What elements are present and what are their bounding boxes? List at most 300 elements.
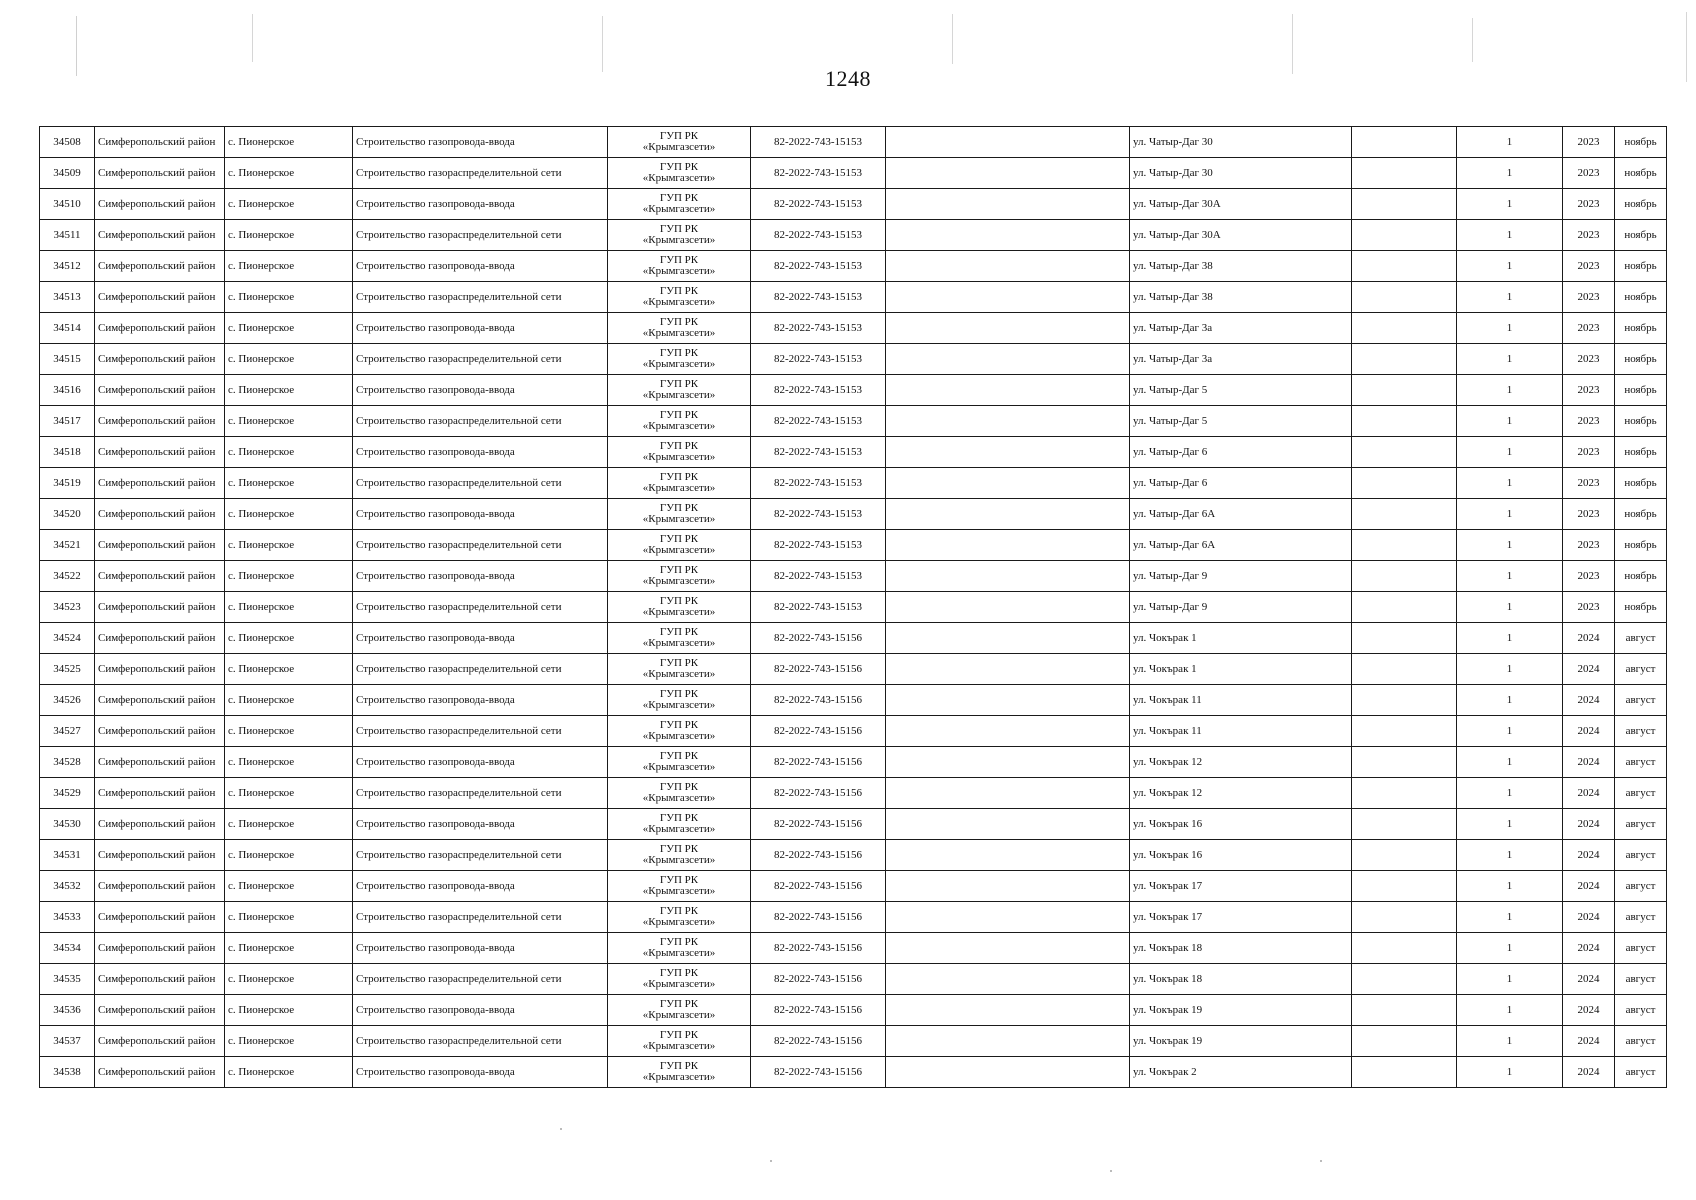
work-type-cell: Строительство газораспределительной сети	[353, 592, 608, 623]
extra-cell	[1352, 189, 1457, 220]
owner-cell	[608, 468, 751, 499]
work-type-cell: Строительство газопровода-ввода	[353, 313, 608, 344]
program-code-cell: 82-2022-743-15153	[751, 344, 886, 375]
program-code-cell: 82-2022-743-15156	[751, 995, 886, 1026]
owner-cell	[608, 871, 751, 902]
extra-cell	[1352, 871, 1457, 902]
district-cell: Симферопольский район	[95, 840, 225, 871]
work-type-cell: Строительство газораспределительной сети	[353, 716, 608, 747]
owner-cell	[608, 127, 751, 158]
settlement-cell: с. Пионерское	[225, 468, 353, 499]
month-cell: ноябрь	[1615, 282, 1667, 313]
extra-cell	[1352, 251, 1457, 282]
row-number-cell: 34518	[40, 437, 95, 468]
district-cell: Симферопольский район	[95, 964, 225, 995]
program-code-cell: 82-2022-743-15153	[751, 530, 886, 561]
year-cell: 2024	[1563, 995, 1615, 1026]
note-cell	[886, 561, 1130, 592]
owner-cell	[608, 778, 751, 809]
address-cell: ул. Чатыр-Даг 5	[1130, 375, 1352, 406]
quantity-cell: 1	[1457, 933, 1563, 964]
year-cell: 2023	[1563, 158, 1615, 189]
scan-mark	[1472, 18, 1473, 62]
owner-line: ГУП РК	[659, 285, 699, 297]
district-cell: Симферопольский район	[95, 499, 225, 530]
district-cell: Симферопольский район	[95, 995, 225, 1026]
owner-line: ГУП РК	[659, 161, 699, 173]
owner-line: «Крымгазсети»	[642, 358, 716, 370]
row-number-cell: 34538	[40, 1057, 95, 1088]
owner-line: «Крымгазсети»	[642, 823, 716, 835]
owner-line: «Крымгазсети»	[642, 947, 716, 959]
row-number-cell: 34533	[40, 902, 95, 933]
district-cell: Симферопольский район	[95, 251, 225, 282]
work-type-cell: Строительство газораспределительной сети	[353, 282, 608, 313]
quantity-cell: 1	[1457, 282, 1563, 313]
settlement-cell: с. Пионерское	[225, 778, 353, 809]
extra-cell	[1352, 716, 1457, 747]
quantity-cell: 1	[1457, 344, 1563, 375]
extra-cell	[1352, 313, 1457, 344]
year-cell: 2023	[1563, 282, 1615, 313]
table-row	[40, 220, 1667, 251]
program-code-cell: 82-2022-743-15153	[751, 592, 886, 623]
program-code-cell: 82-2022-743-15153	[751, 375, 886, 406]
owner-line: ГУП РК	[659, 905, 699, 917]
quantity-cell: 1	[1457, 592, 1563, 623]
program-code-cell: 82-2022-743-15153	[751, 127, 886, 158]
program-code-cell: 82-2022-743-15156	[751, 809, 886, 840]
district-cell: Симферопольский район	[95, 654, 225, 685]
address-cell: ул. Чокърак 1	[1130, 623, 1352, 654]
owner-line: «Крымгазсети»	[642, 451, 716, 463]
year-cell: 2023	[1563, 127, 1615, 158]
month-cell: август	[1615, 1026, 1667, 1057]
year-cell: 2024	[1563, 964, 1615, 995]
scan-mark	[602, 16, 603, 72]
month-cell: ноябрь	[1615, 220, 1667, 251]
year-cell: 2024	[1563, 654, 1615, 685]
work-type-cell: Строительство газопровода-ввода	[353, 561, 608, 592]
district-cell: Симферопольский район	[95, 747, 225, 778]
address-cell: ул. Чатыр-Даг 9	[1130, 561, 1352, 592]
extra-cell	[1352, 995, 1457, 1026]
owner-line: «Крымгазсети»	[642, 389, 716, 401]
quantity-cell: 1	[1457, 220, 1563, 251]
row-number-cell: 34527	[40, 716, 95, 747]
settlement-cell: с. Пионерское	[225, 592, 353, 623]
program-code-cell: 82-2022-743-15153	[751, 468, 886, 499]
district-cell: Симферопольский район	[95, 158, 225, 189]
settlement-cell: с. Пионерское	[225, 716, 353, 747]
settlement-cell: с. Пионерское	[225, 685, 353, 716]
extra-cell	[1352, 375, 1457, 406]
scan-mark	[252, 14, 253, 62]
quantity-cell: 1	[1457, 995, 1563, 1026]
quantity-cell: 1	[1457, 375, 1563, 406]
program-code-cell: 82-2022-743-15156	[751, 1057, 886, 1088]
extra-cell	[1352, 530, 1457, 561]
extra-cell	[1352, 127, 1457, 158]
program-code-cell: 82-2022-743-15153	[751, 251, 886, 282]
month-cell: ноябрь	[1615, 313, 1667, 344]
note-cell	[886, 871, 1130, 902]
quantity-cell: 1	[1457, 313, 1563, 344]
table-row	[40, 499, 1667, 530]
settlement-cell: с. Пионерское	[225, 530, 353, 561]
owner-line: «Крымгазсети»	[642, 854, 716, 866]
program-code-cell: 82-2022-743-15153	[751, 282, 886, 313]
quantity-cell: 1	[1457, 437, 1563, 468]
owner-line: ГУП РК	[659, 409, 699, 421]
row-number-cell: 34536	[40, 995, 95, 1026]
year-cell: 2024	[1563, 871, 1615, 902]
owner-line: ГУП РК	[659, 1060, 699, 1072]
year-cell: 2024	[1563, 747, 1615, 778]
table-row	[40, 251, 1667, 282]
owner-cell	[608, 933, 751, 964]
quantity-cell: 1	[1457, 406, 1563, 437]
quantity-cell: 1	[1457, 158, 1563, 189]
address-cell: ул. Чокърак 18	[1130, 933, 1352, 964]
work-type-cell: Строительство газораспределительной сети	[353, 220, 608, 251]
table-row	[40, 840, 1667, 871]
district-cell: Симферопольский район	[95, 902, 225, 933]
row-number-cell: 34520	[40, 499, 95, 530]
work-type-cell: Строительство газораспределительной сети	[353, 654, 608, 685]
settlement-cell: с. Пионерское	[225, 406, 353, 437]
program-code-cell: 82-2022-743-15153	[751, 499, 886, 530]
address-cell: ул. Чатыр-Даг 6	[1130, 437, 1352, 468]
owner-cell	[608, 375, 751, 406]
note-cell	[886, 1026, 1130, 1057]
quantity-cell: 1	[1457, 251, 1563, 282]
address-cell: ул. Чокърак 1	[1130, 654, 1352, 685]
scan-mark	[1110, 1170, 1112, 1172]
note-cell	[886, 344, 1130, 375]
year-cell: 2024	[1563, 809, 1615, 840]
year-cell: 2024	[1563, 716, 1615, 747]
year-cell: 2023	[1563, 344, 1615, 375]
work-type-cell: Строительство газораспределительной сети	[353, 964, 608, 995]
month-cell: август	[1615, 747, 1667, 778]
owner-cell	[608, 1026, 751, 1057]
table-row	[40, 623, 1667, 654]
work-type-cell: Строительство газораспределительной сети	[353, 406, 608, 437]
owner-line: ГУП РК	[659, 1029, 699, 1041]
extra-cell	[1352, 592, 1457, 623]
row-number-cell: 34509	[40, 158, 95, 189]
table-row	[40, 809, 1667, 840]
note-cell	[886, 654, 1130, 685]
district-cell: Симферопольский район	[95, 530, 225, 561]
district-cell: Симферопольский район	[95, 189, 225, 220]
quantity-cell: 1	[1457, 716, 1563, 747]
year-cell: 2023	[1563, 406, 1615, 437]
month-cell: ноябрь	[1615, 499, 1667, 530]
note-cell	[886, 840, 1130, 871]
month-cell: ноябрь	[1615, 189, 1667, 220]
month-cell: август	[1615, 995, 1667, 1026]
row-number-cell: 34532	[40, 871, 95, 902]
month-cell: август	[1615, 902, 1667, 933]
program-code-cell: 82-2022-743-15156	[751, 685, 886, 716]
district-cell: Симферопольский район	[95, 685, 225, 716]
row-number-cell: 34530	[40, 809, 95, 840]
owner-line: ГУП РК	[659, 936, 699, 948]
table-row	[40, 468, 1667, 499]
row-number-cell: 34508	[40, 127, 95, 158]
settlement-cell: с. Пионерское	[225, 344, 353, 375]
owner-cell	[608, 902, 751, 933]
program-code-cell: 82-2022-743-15156	[751, 871, 886, 902]
program-code-cell: 82-2022-743-15156	[751, 654, 886, 685]
row-number-cell: 34534	[40, 933, 95, 964]
extra-cell	[1352, 809, 1457, 840]
note-cell	[886, 530, 1130, 561]
district-cell: Симферопольский район	[95, 778, 225, 809]
table-row	[40, 313, 1667, 344]
owner-line: «Крымгазсети»	[642, 885, 716, 897]
scan-mark	[770, 1160, 772, 1162]
owner-cell	[608, 995, 751, 1026]
table-row	[40, 344, 1667, 375]
quantity-cell: 1	[1457, 840, 1563, 871]
settlement-cell: с. Пионерское	[225, 840, 353, 871]
extra-cell	[1352, 437, 1457, 468]
owner-line: «Крымгазсети»	[642, 482, 716, 494]
registry-table	[39, 126, 1667, 1088]
table-row	[40, 933, 1667, 964]
row-number-cell: 34526	[40, 685, 95, 716]
program-code-cell: 82-2022-743-15156	[751, 623, 886, 654]
program-code-cell: 82-2022-743-15153	[751, 220, 886, 251]
owner-line: «Крымгазсети»	[642, 172, 716, 184]
district-cell: Симферопольский район	[95, 809, 225, 840]
row-number-cell: 34535	[40, 964, 95, 995]
owner-cell	[608, 406, 751, 437]
table-row	[40, 189, 1667, 220]
extra-cell	[1352, 840, 1457, 871]
month-cell: август	[1615, 871, 1667, 902]
row-number-cell: 34522	[40, 561, 95, 592]
note-cell	[886, 282, 1130, 313]
extra-cell	[1352, 561, 1457, 592]
scan-mark	[1686, 12, 1687, 82]
owner-line: «Крымгазсети»	[642, 668, 716, 680]
month-cell: ноябрь	[1615, 530, 1667, 561]
quantity-cell: 1	[1457, 809, 1563, 840]
owner-cell	[608, 623, 751, 654]
owner-cell	[608, 499, 751, 530]
settlement-cell: с. Пионерское	[225, 313, 353, 344]
note-cell	[886, 809, 1130, 840]
extra-cell	[1352, 406, 1457, 437]
note-cell	[886, 468, 1130, 499]
owner-cell	[608, 592, 751, 623]
month-cell: август	[1615, 685, 1667, 716]
owner-line: «Крымгазсети»	[642, 141, 716, 153]
owner-line: «Крымгазсети»	[642, 792, 716, 804]
note-cell	[886, 158, 1130, 189]
owner-line: «Крымгазсети»	[642, 203, 716, 215]
owner-line: ГУП РК	[659, 874, 699, 886]
row-number-cell: 34513	[40, 282, 95, 313]
month-cell: август	[1615, 933, 1667, 964]
district-cell: Симферопольский район	[95, 282, 225, 313]
scan-mark	[560, 1128, 562, 1130]
quantity-cell: 1	[1457, 964, 1563, 995]
note-cell	[886, 251, 1130, 282]
quantity-cell: 1	[1457, 1026, 1563, 1057]
work-type-cell: Строительство газопровода-ввода	[353, 623, 608, 654]
address-cell: ул. Чокърак 17	[1130, 902, 1352, 933]
owner-line: ГУП РК	[659, 316, 699, 328]
address-cell: ул. Чатыр-Даг 6	[1130, 468, 1352, 499]
month-cell: ноябрь	[1615, 437, 1667, 468]
year-cell: 2023	[1563, 530, 1615, 561]
address-cell: ул. Чокърак 12	[1130, 778, 1352, 809]
scan-mark	[952, 14, 953, 64]
district-cell: Симферопольский район	[95, 313, 225, 344]
table-row	[40, 592, 1667, 623]
settlement-cell: с. Пионерское	[225, 375, 353, 406]
address-cell: ул. Чатыр-Даг 30	[1130, 127, 1352, 158]
quantity-cell: 1	[1457, 127, 1563, 158]
table-row	[40, 437, 1667, 468]
month-cell: ноябрь	[1615, 561, 1667, 592]
month-cell: ноябрь	[1615, 406, 1667, 437]
note-cell	[886, 220, 1130, 251]
owner-line: ГУП РК	[659, 657, 699, 669]
row-number-cell: 34516	[40, 375, 95, 406]
settlement-cell: с. Пионерское	[225, 871, 353, 902]
note-cell	[886, 933, 1130, 964]
year-cell: 2023	[1563, 251, 1615, 282]
owner-cell	[608, 685, 751, 716]
extra-cell	[1352, 499, 1457, 530]
year-cell: 2023	[1563, 499, 1615, 530]
row-number-cell: 34524	[40, 623, 95, 654]
address-cell: ул. Чатыр-Даг 30А	[1130, 189, 1352, 220]
work-type-cell: Строительство газопровода-ввода	[353, 871, 608, 902]
owner-line: «Крымгазсети»	[642, 606, 716, 618]
scan-mark	[76, 16, 77, 76]
year-cell: 2023	[1563, 561, 1615, 592]
settlement-cell: с. Пионерское	[225, 220, 353, 251]
year-cell: 2024	[1563, 1026, 1615, 1057]
settlement-cell: с. Пионерское	[225, 282, 353, 313]
month-cell: ноябрь	[1615, 468, 1667, 499]
owner-line: «Крымгазсети»	[642, 637, 716, 649]
row-number-cell: 34523	[40, 592, 95, 623]
address-cell: ул. Чокърак 11	[1130, 685, 1352, 716]
quantity-cell: 1	[1457, 468, 1563, 499]
address-cell: ул. Чатыр-Даг 30А	[1130, 220, 1352, 251]
note-cell	[886, 592, 1130, 623]
row-number-cell: 34515	[40, 344, 95, 375]
month-cell: ноябрь	[1615, 158, 1667, 189]
owner-line: «Крымгазсети»	[642, 978, 716, 990]
work-type-cell: Строительство газопровода-ввода	[353, 189, 608, 220]
month-cell: ноябрь	[1615, 251, 1667, 282]
work-type-cell: Строительство газопровода-ввода	[353, 127, 608, 158]
settlement-cell: с. Пионерское	[225, 189, 353, 220]
table-row	[40, 716, 1667, 747]
district-cell: Симферопольский район	[95, 344, 225, 375]
note-cell	[886, 499, 1130, 530]
program-code-cell: 82-2022-743-15156	[751, 933, 886, 964]
note-cell	[886, 406, 1130, 437]
owner-line: ГУП РК	[659, 440, 699, 452]
program-code-cell: 82-2022-743-15153	[751, 437, 886, 468]
month-cell: август	[1615, 1057, 1667, 1088]
row-number-cell: 34531	[40, 840, 95, 871]
program-code-cell: 82-2022-743-15156	[751, 964, 886, 995]
owner-cell	[608, 437, 751, 468]
owner-line: «Крымгазсети»	[642, 730, 716, 742]
quantity-cell: 1	[1457, 654, 1563, 685]
owner-cell	[608, 251, 751, 282]
quantity-cell: 1	[1457, 530, 1563, 561]
table-row	[40, 530, 1667, 561]
month-cell: август	[1615, 654, 1667, 685]
owner-line: «Крымгазсети»	[642, 575, 716, 587]
program-code-cell: 82-2022-743-15156	[751, 716, 886, 747]
settlement-cell: с. Пионерское	[225, 747, 353, 778]
year-cell: 2024	[1563, 933, 1615, 964]
note-cell	[886, 437, 1130, 468]
page-number: 1248	[825, 66, 871, 91]
program-code-cell: 82-2022-743-15153	[751, 561, 886, 592]
quantity-cell: 1	[1457, 189, 1563, 220]
owner-line: ГУП РК	[659, 967, 699, 979]
note-cell	[886, 964, 1130, 995]
work-type-cell: Строительство газораспределительной сети	[353, 778, 608, 809]
row-number-cell: 34521	[40, 530, 95, 561]
row-number-cell: 34510	[40, 189, 95, 220]
owner-cell	[608, 561, 751, 592]
note-cell	[886, 313, 1130, 344]
quantity-cell: 1	[1457, 1057, 1563, 1088]
owner-cell	[608, 313, 751, 344]
work-type-cell: Строительство газораспределительной сети	[353, 1026, 608, 1057]
settlement-cell: с. Пионерское	[225, 437, 353, 468]
owner-cell	[608, 964, 751, 995]
table-row	[40, 406, 1667, 437]
settlement-cell: с. Пионерское	[225, 1026, 353, 1057]
owner-line: «Крымгазсети»	[642, 265, 716, 277]
address-cell: ул. Чатыр-Даг 6А	[1130, 499, 1352, 530]
table-row	[40, 995, 1667, 1026]
table-row	[40, 375, 1667, 406]
row-number-cell: 34537	[40, 1026, 95, 1057]
work-type-cell: Строительство газопровода-ввода	[353, 437, 608, 468]
program-code-cell: 82-2022-743-15153	[751, 189, 886, 220]
program-code-cell: 82-2022-743-15153	[751, 406, 886, 437]
owner-cell	[608, 840, 751, 871]
program-code-cell: 82-2022-743-15153	[751, 158, 886, 189]
owner-cell	[608, 344, 751, 375]
owner-cell	[608, 747, 751, 778]
month-cell: ноябрь	[1615, 344, 1667, 375]
quantity-cell: 1	[1457, 623, 1563, 654]
settlement-cell: с. Пионерское	[225, 902, 353, 933]
settlement-cell: с. Пионерское	[225, 995, 353, 1026]
address-cell: ул. Чокърак 16	[1130, 840, 1352, 871]
owner-line: «Крымгазсети»	[642, 1071, 716, 1083]
year-cell: 2023	[1563, 313, 1615, 344]
